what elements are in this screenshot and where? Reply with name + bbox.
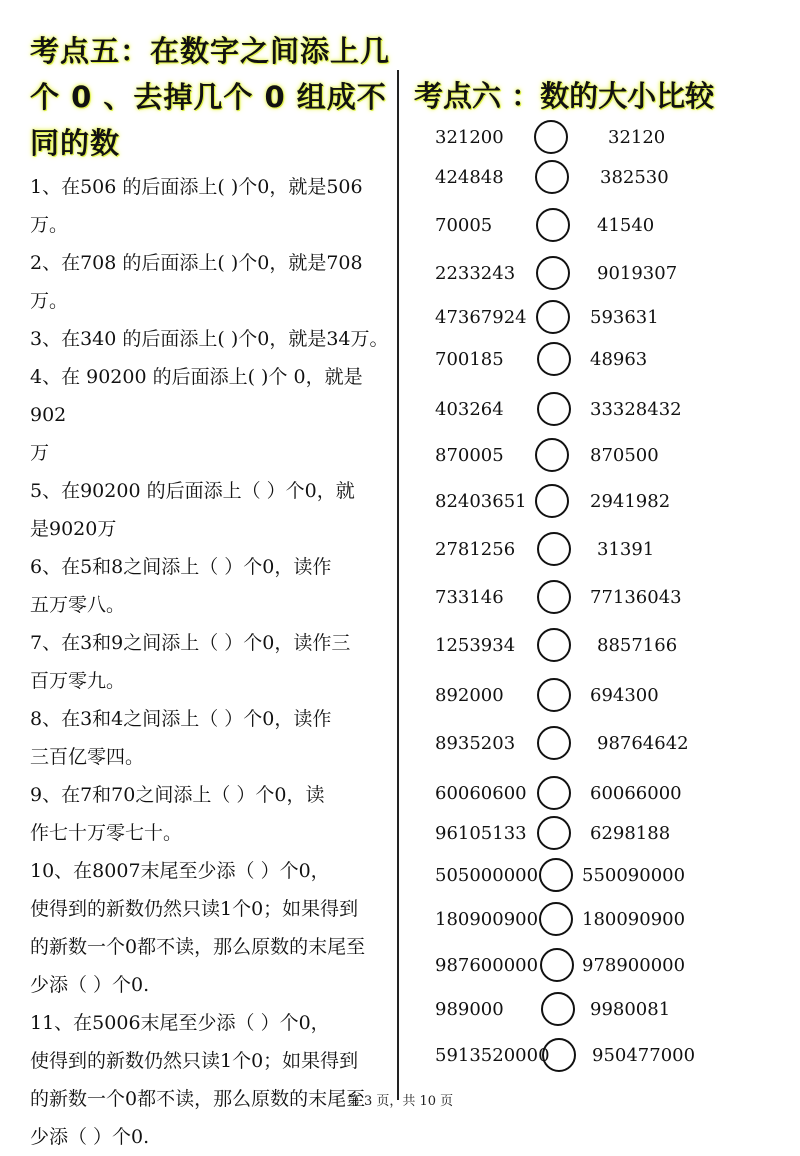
right-number: 9980081 <box>590 999 671 1020</box>
question-line: 少添（ ）个0. <box>30 1126 150 1148</box>
left-number: 82403651 <box>435 491 527 512</box>
right-number: 9019307 <box>597 263 678 284</box>
answer-circle[interactable] <box>537 816 571 850</box>
left-number: 2781256 <box>435 539 516 560</box>
right-number: 41540 <box>597 215 655 236</box>
answer-circle[interactable] <box>537 726 571 760</box>
right-number: 48963 <box>590 349 648 370</box>
left-number: 180900900 <box>435 909 539 930</box>
section-six-title: 考点六 ：数的大小比较 <box>414 79 715 113</box>
comparison-row <box>0 680 800 714</box>
left-number: 989000 <box>435 999 504 1020</box>
question-line: 2、在708 的后面添上( )个0，就是708万。 <box>30 252 363 312</box>
answer-circle[interactable] <box>537 392 571 426</box>
comparison-row <box>0 778 800 812</box>
answer-circle[interactable] <box>537 580 571 614</box>
comparison-row <box>0 860 800 894</box>
question-line: 11、在5006末尾至少添（ ）个0， <box>30 1012 330 1034</box>
question-line: 5、在90200 的后面添上（ ）个0，就 <box>30 480 355 502</box>
answer-circle[interactable] <box>542 1038 576 1072</box>
question-line: 7、在3和9之间添上（ ）个0，读作三 <box>30 632 351 654</box>
comparison-row <box>0 1040 800 1074</box>
comparison-row <box>0 582 800 616</box>
question-line: 的新数一个0都不读，那么原数的末尾至 <box>30 936 366 958</box>
right-number: 950477000 <box>592 1045 696 1066</box>
right-number: 870500 <box>590 445 659 466</box>
question-line: 4、在 90200 的后面添上( )个 0，就是 902 <box>30 366 363 426</box>
answer-circle[interactable] <box>536 256 570 290</box>
question-line: 五万零八。 <box>30 594 126 616</box>
left-number: 2233243 <box>435 263 516 284</box>
question-line: 少添（ ）个0. <box>30 974 150 996</box>
right-number: 550090000 <box>582 865 686 886</box>
answer-circle[interactable] <box>537 678 571 712</box>
question-line: 三百亿零四。 <box>30 746 145 768</box>
left-number: 892000 <box>435 685 504 706</box>
comparison-row <box>0 728 800 762</box>
question-line: 9、在7和70之间添上（ ）个0，读 <box>30 784 325 806</box>
answer-circle[interactable] <box>535 438 569 472</box>
answer-circle[interactable] <box>536 208 570 242</box>
right-number: 8857166 <box>597 635 678 656</box>
answer-circle[interactable] <box>534 120 568 154</box>
comparison-row <box>0 210 800 244</box>
answer-circle[interactable] <box>539 902 573 936</box>
question-line: 百万零九。 <box>30 670 126 692</box>
question-line: 使得到的新数仍然只读1个0；如果得到 <box>30 1050 359 1072</box>
question-line: 10、在8007末尾至少添（ ）个0， <box>30 860 330 882</box>
right-number: 694300 <box>590 685 659 706</box>
left-number: 424848 <box>435 167 504 188</box>
left-number: 733146 <box>435 587 504 608</box>
section-five-title-line-1: 考点五：在数字之间添上几 <box>30 34 391 68</box>
question-line: 作七十万零七十。 <box>30 822 183 844</box>
section-five-title-line-3: 同的数 <box>30 126 121 160</box>
right-number: 6298188 <box>590 823 671 844</box>
answer-circle[interactable] <box>540 948 574 982</box>
question-line: 6、在5和8之间添上（ ）个0，读作 <box>30 556 332 578</box>
left-number: 321200 <box>435 127 504 148</box>
left-number: 70005 <box>435 215 493 236</box>
left-number: 8935203 <box>435 733 516 754</box>
question-line: 的新数一个0都不读，那么原数的末尾至 <box>30 1088 366 1110</box>
comparison-row <box>0 122 800 156</box>
left-number: 60060600 <box>435 783 527 804</box>
left-number: 1253934 <box>435 635 516 656</box>
comparison-row <box>0 394 800 428</box>
question-line: 万 <box>30 442 50 464</box>
left-number: 987600000 <box>435 955 539 976</box>
left-number: 870005 <box>435 445 504 466</box>
comparison-row <box>0 534 800 568</box>
answer-circle[interactable] <box>537 776 571 810</box>
comparison-row <box>0 818 800 852</box>
answer-circle[interactable] <box>536 300 570 334</box>
left-number: 403264 <box>435 399 504 420</box>
question-line: 使得到的新数仍然只读1个0；如果得到 <box>30 898 359 920</box>
right-number: 978900000 <box>582 955 686 976</box>
answer-circle[interactable] <box>537 628 571 662</box>
comparison-row <box>0 950 800 984</box>
left-number: 5913520000 <box>435 1045 550 1066</box>
right-number: 382530 <box>600 167 669 188</box>
answer-circle[interactable] <box>537 532 571 566</box>
right-number: 593631 <box>590 307 659 328</box>
right-number: 32120 <box>608 127 666 148</box>
comparison-row <box>0 904 800 938</box>
right-number: 60066000 <box>590 783 682 804</box>
left-number: 96105133 <box>435 823 527 844</box>
section-five-title-line-2: 个 0 、去掉几个 0 组成不 <box>30 80 387 114</box>
question-line: 是9020万 <box>30 518 117 540</box>
right-number: 98764642 <box>597 733 689 754</box>
answer-circle[interactable] <box>535 160 569 194</box>
comparison-row <box>0 486 800 520</box>
answer-circle[interactable] <box>539 858 573 892</box>
comparison-row <box>0 440 800 474</box>
left-number: 47367924 <box>435 307 527 328</box>
right-number: 180090900 <box>582 909 686 930</box>
question-line: 8、在3和4之间添上（ ）个0，读作 <box>30 708 332 730</box>
answer-circle[interactable] <box>535 484 569 518</box>
comparison-row <box>0 630 800 664</box>
left-number: 700185 <box>435 349 504 370</box>
question-line: 1、在506 的后面添上( )个0，就是506万。 <box>30 176 363 236</box>
question-line: 3、在340 的后面添上( )个0，就是34万。 <box>30 328 389 350</box>
right-number: 31391 <box>597 539 655 560</box>
answer-circle[interactable] <box>541 992 575 1026</box>
page-footer: 第 3 页，共 10 页 <box>346 1094 454 1109</box>
right-number: 2941982 <box>590 491 671 512</box>
comparison-row <box>0 302 800 336</box>
comparison-row <box>0 994 800 1028</box>
answer-circle[interactable] <box>537 342 571 376</box>
right-number: 77136043 <box>590 587 682 608</box>
comparison-row <box>0 162 800 196</box>
comparison-row <box>0 258 800 292</box>
right-number: 33328432 <box>590 399 682 420</box>
comparison-row <box>0 344 800 378</box>
left-number: 505000000 <box>435 865 539 886</box>
